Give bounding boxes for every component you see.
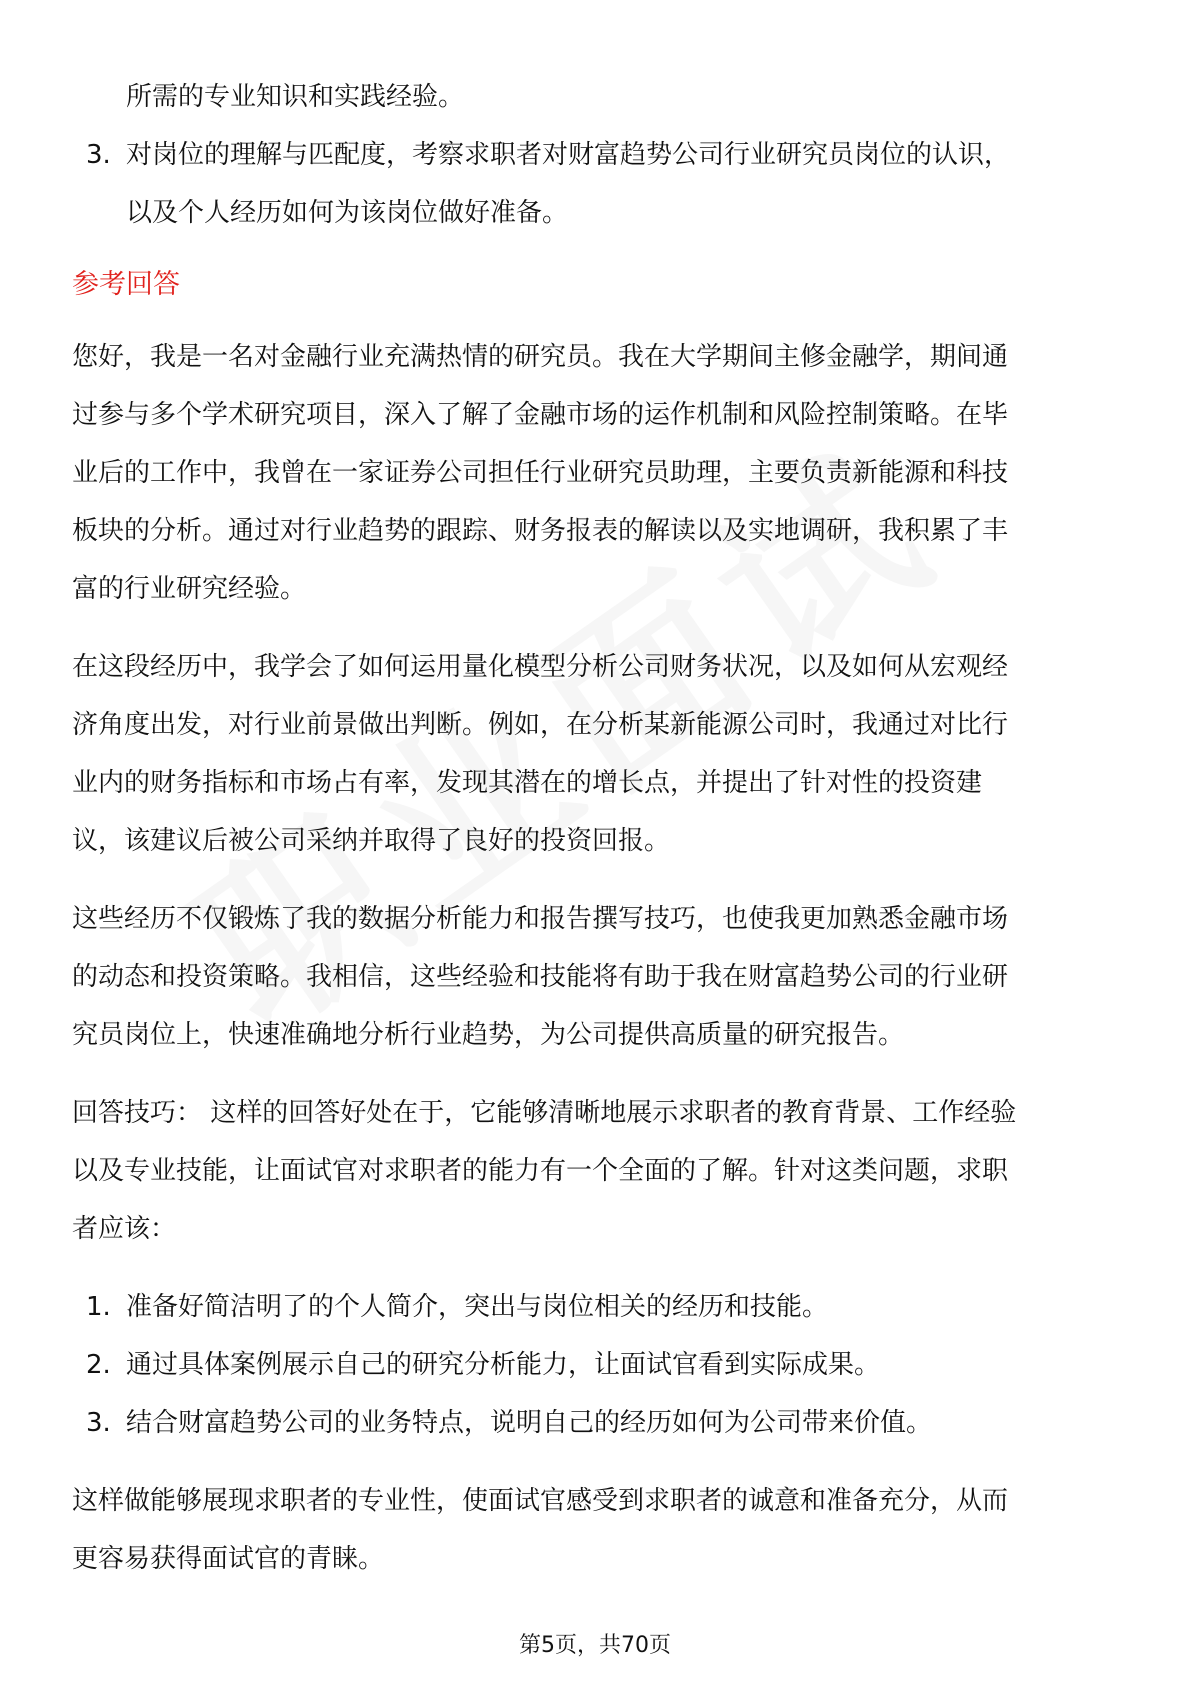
paragraph-line: 以及专业技能，让面试官对求职者的能力有一个全面的了解。针对这类问题，求职 [72, 1156, 1009, 1186]
paragraph-4 [72, 1084, 1122, 1258]
paragraph-5 [72, 1472, 1122, 1588]
paragraph-line: 过参与多个学术研究项目，深入了解了金融市场的运作机制和风险控制策略。在毕 [72, 400, 1009, 430]
list-text: 结合财富趋势公司的业务特点，说明自己的经历如何为公司带来价值。 [126, 1408, 933, 1438]
section-title: 参考回答 [72, 269, 180, 300]
list-text: 准备好简洁明了的个人简介，突出与岗位相关的经历和技能。 [126, 1292, 829, 1322]
paragraph-2 [72, 638, 1122, 870]
list-text: 对岗位的理解与匹配度，考察求职者对财富趋势公司行业研究员岗位的认识， [126, 140, 1011, 170]
tips-list [72, 1278, 1122, 1452]
paragraph-line: 板块的分析。通过对行业趋势的跟踪、财务报表的解读以及实地调研，我积累了丰 [72, 516, 1009, 546]
paragraph-3 [72, 890, 1122, 1064]
paragraph-line: 业后的工作中，我曾在一家证券公司担任行业研究员助理，主要负责新能源和科技 [72, 458, 1009, 488]
list-item [72, 1336, 1122, 1394]
paragraph-line: 究员岗位上，快速准确地分析行业趋势，为公司提供高质量的研究报告。 [72, 1020, 905, 1050]
page-number: 第5页，共70页 [519, 1633, 671, 1658]
paragraph-line: 议，该建议后被公司采纳并取得了良好的投资回报。 [72, 826, 671, 856]
paragraph-line: 济角度出发，对行业前景做出判断。例如，在分析某新能源公司时，我通过对比行 [72, 710, 1009, 740]
paragraph-line: 您好，我是一名对金融行业充满热情的研究员。我在大学期间主修金融学，期间通 [72, 342, 1009, 372]
paragraph-line: 业内的财务指标和市场占有率，发现其潜在的增长点，并提出了针对性的投资建 [72, 768, 983, 798]
list-item [72, 1394, 1122, 1452]
list-number: 1. [86, 1292, 111, 1322]
paragraph-line: 在这段经历中，我学会了如何运用量化模型分析公司财务状况，以及如何从宏观经 [72, 652, 1009, 682]
list-continuation: 以及个人经历如何为该岗位做好准备。 [126, 198, 569, 228]
list-number: 2. [86, 1350, 111, 1380]
paragraph-line: 更容易获得面试官的青睐。 [72, 1544, 385, 1574]
list-continuation: 所需的专业知识和实践经验。 [126, 82, 465, 112]
paragraph-line: 的动态和投资策略。我相信，这些经验和技能将有助于我在财富趋势公司的行业研 [72, 962, 1009, 992]
paragraph-line: 这样做能够展现求职者的专业性，使面试官感受到求职者的诚意和准备充分，从而 [72, 1486, 1009, 1516]
list-item [72, 1278, 1122, 1336]
list-item [72, 126, 1122, 184]
list-text: 通过具体案例展示自己的研究分析能力，让面试官看到实际成果。 [126, 1350, 881, 1380]
list-number: 3. [86, 1408, 111, 1438]
paragraph-1 [72, 328, 1122, 618]
page-content [72, 68, 1122, 1608]
paragraph-line: 者应该： [72, 1214, 177, 1244]
list-number: 3. [86, 140, 111, 170]
paragraph-line: 回答技巧： 这样的回答好处在于，它能够清晰地展示求职者的教育背景、工作经验 [72, 1098, 1017, 1128]
paragraph-line: 富的行业研究经验。 [72, 574, 307, 604]
paragraph-line: 这些经历不仅锻炼了我的数据分析能力和报告撰写技巧，也使我更加熟悉金融市场 [72, 904, 1009, 934]
